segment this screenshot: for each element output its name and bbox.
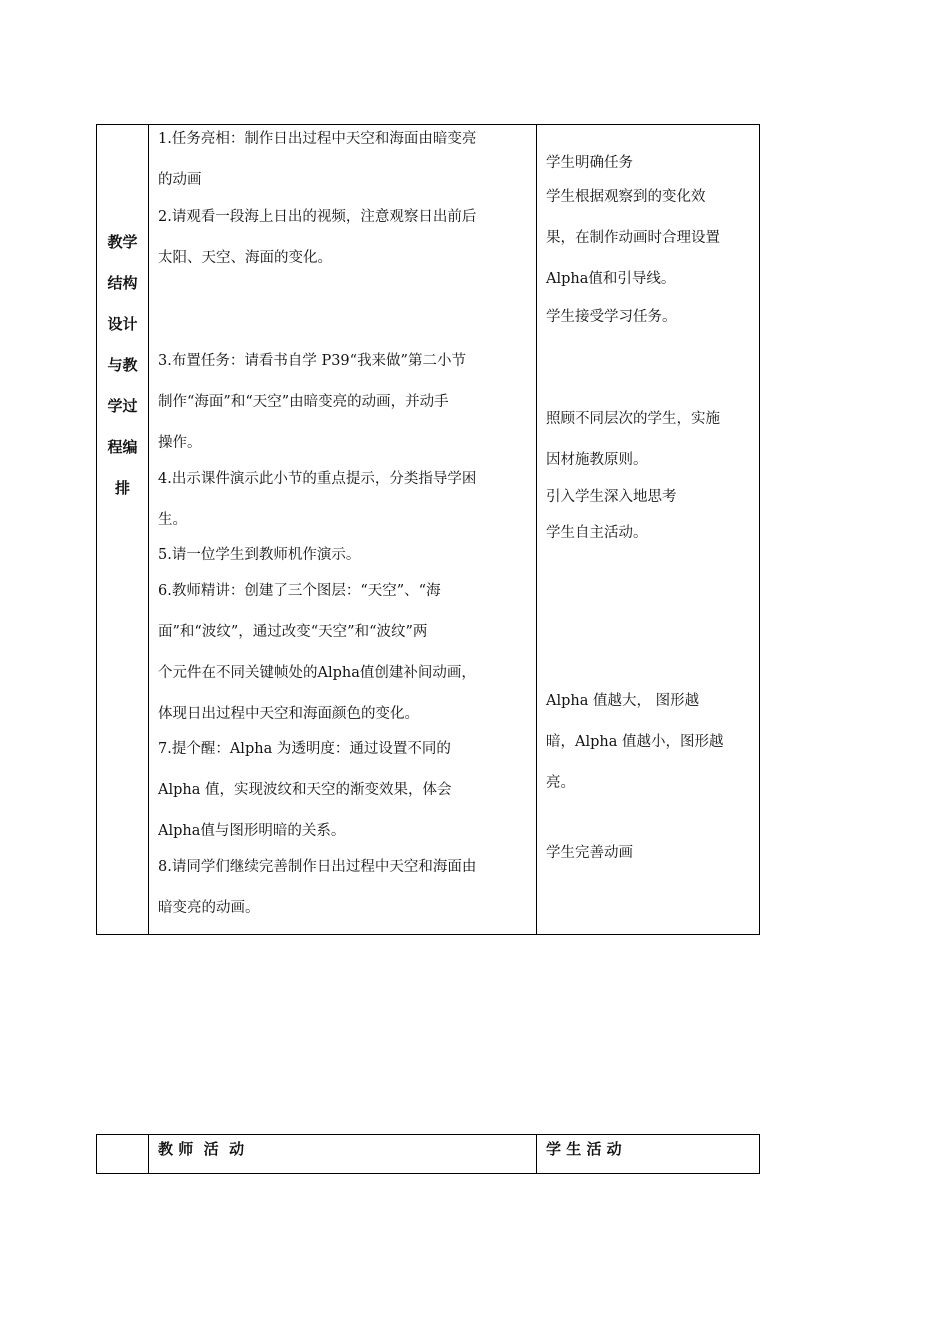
side-label-line: 学过 [107, 397, 138, 415]
activity-header-table [96, 1134, 760, 1174]
student-note-1: 学生明确任务 [546, 155, 633, 171]
teacher-activity-header: 教 师 活 动 [158, 1140, 245, 1158]
student-note-3: 学生接受学习任务。 [546, 309, 677, 325]
student-note-5: 引入学生深入地思考 [546, 489, 677, 505]
side-label-line: 排 [114, 479, 130, 497]
column-divider [148, 125, 149, 934]
teacher-step-4: 4.出示课件演示此小节的重点提示，分类指导学困 生。 [158, 471, 477, 528]
column-divider [536, 125, 537, 934]
side-label-line: 设计 [107, 315, 138, 333]
student-note-6: 学生自主活动。 [546, 525, 648, 541]
teacher-step-3: 3.布置任务：请看书自学 P39“我来做”第二小节 制作“海面”和“天空”由暗变亮的动画，并动手 操作。 [158, 353, 466, 451]
lesson-table [96, 124, 760, 935]
side-label-line: 教学 [107, 233, 138, 251]
teacher-step-1: 1.任务亮相：制作日出过程中天空和海面由暗变亮 的动画 [158, 131, 477, 188]
side-label-line: 结构 [107, 274, 138, 292]
column-divider [148, 1135, 149, 1173]
teacher-step-7: 7.提个醒：Alpha 为透明度：通过设置不同的 Alpha 值，实现波纹和天空的渐变效果，体会 Alpha值与图形明暗的关系。 [158, 741, 452, 839]
student-activity-header: 学 生 活 动 [546, 1140, 622, 1158]
student-note-2: 学生根据观察到的变化效 果，在制作动画时合理设置 Alpha值和引导线。 [546, 189, 720, 287]
teacher-step-2: 2.请观看一段海上日出的视频，注意观察日出前后 太阳、天空、海面的变化。 [158, 209, 477, 266]
teacher-step-5: 5.请一位学生到教师机作演示。 [158, 547, 361, 563]
column-divider [536, 1135, 537, 1173]
side-label-line: 程编 [107, 438, 138, 456]
teacher-step-6: 6.教师精讲：创建了三个图层：“天空”、“海 面”和“波纹”，通过改变“天空”和“波纹”两 个元件在不同关键帧处的Alpha值创建补间动画， 体现日出过程中天空和海面颜色的变化。 [158, 583, 476, 722]
side-label [97, 222, 148, 509]
side-label-line: 与教 [107, 356, 138, 374]
teacher-step-8: 8.请同学们继续完善制作日出过程中天空和海面由 暗变亮的动画。 [158, 859, 477, 916]
student-note-4: 照顾不同层次的学生，实施 因材施教原则。 [546, 411, 720, 468]
student-note-7: Alpha 值越大， 图形越 暗，Alpha 值越小，图形越 亮。 [546, 693, 724, 791]
student-note-8: 学生完善动画 [546, 845, 633, 861]
